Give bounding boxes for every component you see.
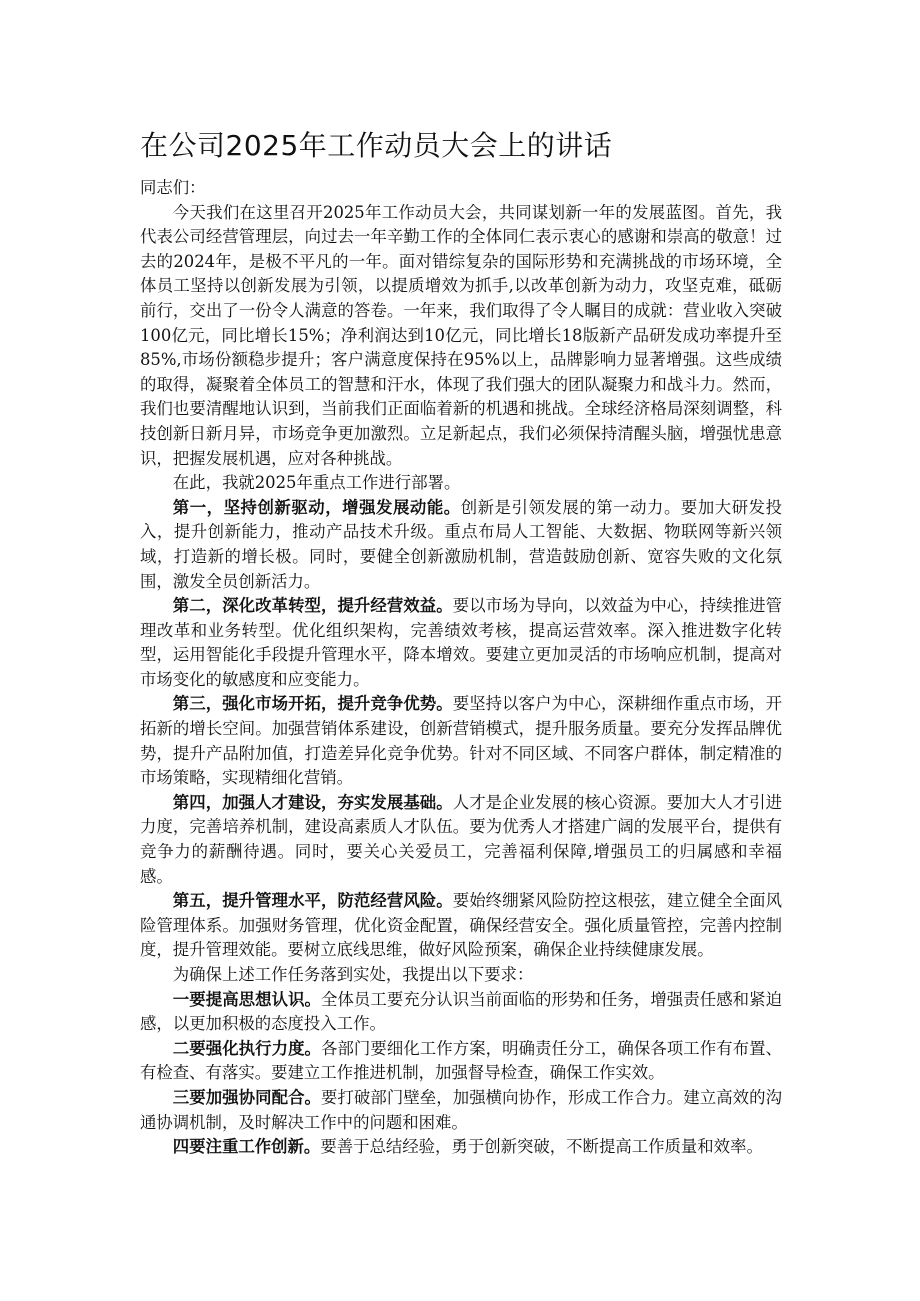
requirement-text: 要善于总结经验，勇于创新突破，不断提高工作质量和效率。 [320,1137,763,1157]
priority-text: 要始终绷紧风险防控这根弦，建立健全全面风险管理体系。加强财务管理，优化资金配置，确保经营安全。强化质量管控，完善内控制度，提升管理效能。要树立底线思维，做好风险预案，确保企业持续健康发展。 [140,891,783,960]
requirement-heading: 二要强化执行力度。 [172,1038,321,1058]
intro-paragraph: 今天我们在这里召开2025年工作动员大会，共同谋划新一年的发展蓝图。首先，我代表公司经营管理层，向过去一年辛勤工作的全体同仁表示衷心的感谢和崇高的敬意！过去的2024年，是极不平凡的一年。面对错综复杂的国际形势和充满挑战的市场环境，全体员工坚持以创新发展为引领，以提质增效为抓手,以改革创新为动力，攻坚克难，砥砺前行，交出了一份令人满意的答卷。一年来，我们取得了令人瞩目的成就：营业收入突破100亿元，同比增长15%；净利润达到10亿元，同比增长18版新产品研发成功率提升至85%,市场份额稳步提升；客户满意度保持在95%以上，品牌影响力显著增强。这些成绩的取得，凝聚着全体员工的智慧和汗水，体现了我们强大的团队凝聚力和战斗力。然而，我们也要清醒地认识到，当前我们正面临着新的机遇和挑战。全球经济格局深刻调整，科技创新日新月异，市场竞争更加激烈。立足新起点，我们必须保持清醒头脑，增强忧患意识，把握发展机遇，应对各种挑战。 [140,202,782,468]
speech-body [140,176,782,1160]
requirements-intro: 为确保上述工作任务落到实处，我提出以下要求： [172,965,534,984]
requirement-paragraph-2 [140,1037,782,1086]
priority-paragraph-4 [140,791,782,889]
priority-heading: 第一，坚持创新驱动，增强发展动能。 [172,497,461,517]
salutation: 同志们： [140,178,206,197]
priority-text: 要坚持以客户为中心，深耕细作重点市场，开拓新的增长空间。加强营销体系建设，创新营销模式，提升服务质量。要充分发挥品牌优势，提升产品附加值，打造差异化竞争优势。针对不同区域、不同客户群体，制定精准的市场策略，实现精细化营销。 [140,694,783,788]
priority-paragraph-5 [140,889,782,963]
requirement-paragraph-3 [140,1086,782,1135]
priority-text: 创新是引领发展的第一动力。要加大研发投入，提升创新能力，推动产品技术升级。重点布局人工智能、大数据、物联网等新兴领域，打造新的增长极。同时，要健全创新激励机制，营造鼓励创新、宽容失败的文化氛围，激发全员创新活力。 [140,497,782,591]
requirement-heading: 四要注重工作创新。 [172,1137,321,1157]
priority-heading: 第五，提升管理水平，防范经营风险。 [172,891,453,911]
priority-heading: 第三，强化市场开拓，提升竞争优势。 [172,694,453,714]
priority-paragraph-1 [140,496,782,594]
priority-heading: 第四，加强人才建设，夯实发展基础。 [172,792,453,812]
priority-text: 人才是企业发展的核心资源。要加大人才引进力度，完善培养机制，建设高素质人才队伍。要为优秀人才搭建广阔的发展平台，提供有竞争力的薪酬待遇。同时，要关心关爱员工，完善福利保障,增强员工的归属感和幸福感。 [140,792,783,886]
requirement-heading: 三要加强协同配合。 [172,1087,321,1107]
requirement-paragraph-1 [140,988,782,1037]
priority-paragraph-2 [140,594,782,692]
transition-paragraph: 在此，我就2025年重点工作进行部署。 [172,473,461,493]
requirement-text: 各部门要细化工作方案，明确责任分工，确保各项工作有布置、有检查、有落实。要建立工作推进机制，加强督导检查，确保工作实效。 [140,1038,782,1083]
requirement-text: 全体员工要充分认识当前面临的形势和任务，增强责任感和紧迫感，以更加积极的态度投入工作。 [140,989,782,1034]
priority-paragraph-3 [140,692,782,790]
priority-text: 要以市场为导向，以效益为中心，持续推进管理改革和业务转型。优化组织架构，完善绩效考核，提高运营效率。深入推进数字化转型，运用智能化手段提升管理水平，降本增效。要建立更加灵活的市场响应机制，提高对市场变化的敏感度和应变能力。 [140,596,783,689]
page-title: 在公司2025年工作动员大会上的讲话 [140,129,613,162]
requirement-heading: 一要提高思想认识。 [172,989,321,1009]
priority-heading: 第二，深化改革转型，提升经营效益。 [172,596,453,616]
requirement-paragraph-4 [140,1135,782,1160]
requirement-text: 要打破部门壁垒，加强横向协作，形成工作合力。建立高效的沟通协调机制，及时解决工作中的问题和困难。 [140,1087,782,1132]
